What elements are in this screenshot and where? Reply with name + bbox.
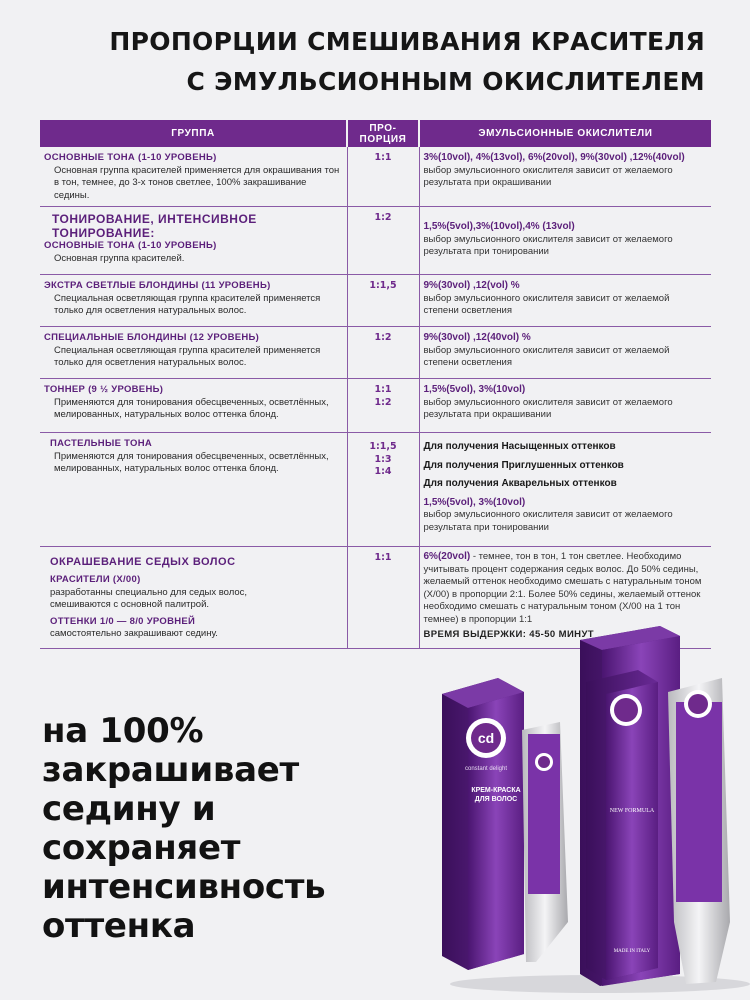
headline-line-1: на 100% [42,711,204,751]
headline-line-3: седину и [42,789,216,829]
headline-line-5: интенсивность [42,867,326,907]
emulsion-values: 6%(20vol) [423,551,471,562]
group-cell [40,207,347,275]
emulsion-values: 1,5%(5vol),3%(10vol),4% (13vol) [423,221,575,232]
header-group: ГРУППА [40,120,347,147]
page-title-line-2: С ЭМУЛЬСИОННЫМ ОКИСЛИТЕЛЕМ [186,67,705,96]
group-heading: ПАСТЕЛЬНЫЕ ТОНА [50,438,153,449]
group-heading-2: ОТТЕНКИ 1/0 — 8/0 УРОВНЕЙ [50,615,196,627]
page-title-line-1: ПРОПОРЦИИ СМЕШИВАНИЯ КРАСИТЕЛЯ [109,27,705,56]
proportion-value: 1:2 [374,212,392,223]
group-heading-main: ТОНИРОВАНИЕ, ИНТЕНСИВНОЕ ТОНИРОВАНИЕ: [52,212,257,240]
exposure-time: ВРЕМЯ ВЫДЕРЖКИ: 45-50 МИНУТ [423,629,594,640]
proportion-value-1: 1:1 [374,384,392,395]
proportion-value: 1:1 [374,152,392,163]
table-row [40,275,711,327]
group-description: Основная группа красителей. [54,252,185,264]
proportion-cell [347,275,419,327]
box-middle [586,670,658,980]
logo-text: cd [477,730,495,746]
headline [42,712,325,946]
group-heading-main: ОКРАШЕВАНИЕ СЕДЫХ ВОЛОС [50,556,236,568]
brand-text: constant delight [464,766,508,772]
label-line-2: ДЛЯ ВОЛОС [474,796,518,803]
emulsion-cell [419,379,711,433]
header-proportion-line-2: ПОРЦИЯ [359,133,407,145]
origin-text: MADE IN ITALY [613,949,651,954]
headline-line-4: сохраняет [42,828,241,868]
emulsion-note-text: - темнее, тон в тон, 1 тон светлее. Необходимо учитывать процент содержания седых волос. До 50% седины, желаемый оттенок необходимо смешать с натуральным тоном (Х/00) в пропорции 2:1. Более 50% седины, желаемый оттенок необходимо смешать с натуральным тоном (Х/00 на 1 тон темнее) в пропорции 1:1 [423,551,702,625]
proportion-cell [347,207,419,275]
header-proportion [347,120,419,147]
product-image [430,622,750,997]
emulsion-note: выбор эмульсионного окислителя зависит от желаемого результата при окрашивании [423,164,673,188]
emulsion-note: выбор эмульсионного окислителя зависит от желаемого результата при тонировании [423,233,673,257]
proportion-cell [347,547,419,649]
group-cell [40,147,347,207]
page-title [109,22,705,102]
table-row [40,433,711,547]
emulsion-cell [419,433,711,547]
tube-left [522,722,568,962]
headline-line-2: закрашивает [42,750,299,790]
group-description-2: самостоятельно закрашивают седину. [50,628,218,639]
tag-text: NEW FORMULA [609,808,655,814]
emulsion-cell [419,327,711,379]
group-description: Специальная осветляющая группа красителей применяется только для осветления натуральных волос. [54,292,321,316]
proportion-cell [347,147,419,207]
group-cell [40,327,347,379]
emulsion-cell [419,275,711,327]
mixing-table [40,120,711,649]
shade-rich: Для получения Насыщенных оттенков [423,441,616,452]
group-heading: ТОННЕР (9 ½ УРОВЕНЬ) [44,384,164,395]
group-description: Специальная осветляющая группа красителей применяется только для осветления натуральных волос. [54,344,321,368]
proportion-value-1: 1:1,5 [369,441,397,452]
header-proportion-line-1: ПРО- [369,122,397,134]
table-row [40,147,711,207]
shade-watercolor: Для получения Акварельных оттенков [423,478,617,489]
group-description: Применяются для тонирования обесцвеченных, осветлённых, мелированных, натуральных волос оттенка блонд. [54,450,329,474]
proportion-value-2: 1:2 [374,396,392,408]
group-heading: ОСНОВНЫЕ ТОНА (1-10 УРОВЕНЬ) [44,240,217,251]
emulsion-values: 1,5%(5vol), 3%(10vol) [423,496,526,508]
emulsion-note: выбор эмульсионного окислителя зависит от желаемого результата при тонировании [423,509,673,533]
proportion-value-2: 1:3 [374,453,392,465]
table-row [40,207,711,275]
box-left [442,678,524,970]
group-heading: ЭКСТРА СВЕТЛЫЕ БЛОНДИНЫ (11 УРОВЕНЬ) [44,280,271,291]
table-row [40,379,711,433]
proportion-value: 1:1 [374,552,392,563]
emulsion-note [424,551,708,626]
proportion-cell [347,379,419,433]
header-emulsion: ЭМУЛЬСИОННЫЕ ОКИСЛИТЕЛИ [419,120,711,147]
emulsion-values: 3%(10vol), 4%(13vol), 6%(20vol), 9%(30vol) ,12%(40vol) [423,152,685,163]
emulsion-cell [419,147,711,207]
shade-muted: Для получения Приглушенных оттенков [423,459,624,471]
emulsion-note: выбор эмульсионного окислителя зависит от желаемой степени осветления [423,292,670,316]
proportion-cell [347,433,419,547]
group-cell [40,275,347,327]
proportion-value-3: 1:4 [374,466,392,477]
group-heading: СПЕЦИАЛЬНЫЕ БЛОНДИНЫ (12 УРОВЕНЬ) [44,332,260,343]
table-header-row [40,120,711,147]
proportion-value: 1:2 [374,332,392,343]
tube-right [668,678,730,984]
group-heading: КРАСИТЕЛИ (Х/00) [50,574,141,585]
headline-line-6: оттенка [42,906,196,946]
group-description: Основная группа красителей применяется для окрашивания тон в тон, темнее, до 3-х тонов светлее, 100% закрашивание седины. [54,164,340,201]
emulsion-note: выбор эмульсионного окислителя зависит от желаемой степени осветления [423,344,670,368]
group-heading: ОСНОВНЫЕ ТОНА (1-10 УРОВЕНЬ) [44,152,217,163]
emulsion-values: 1,5%(5vol), 3%(10vol) [423,384,526,395]
emulsion-note: выбор эмульсионного окислителя зависит от желаемого результата при окрашивании [423,396,673,420]
emulsion-values: 9%(30vol) ,12(vol) % [423,280,520,291]
group-cell [40,433,347,547]
group-cell [40,547,347,649]
proportion-cell [347,327,419,379]
emulsion-values: 9%(30vol) ,12(40vol) % [423,332,531,343]
label-line-1: КРЕМ-КРАСКА [471,787,521,794]
emulsion-cell [419,207,711,275]
group-description: разработанны специально для седых волос, смешиваются с основной палитрой. [50,586,248,610]
group-cell [40,379,347,433]
table-row [40,327,711,379]
group-description: Применяются для тонирования обесцвеченных, осветлённых, мелированных, натуральных волос оттенка блонд. [54,396,329,420]
proportion-value: 1:1,5 [369,280,397,291]
